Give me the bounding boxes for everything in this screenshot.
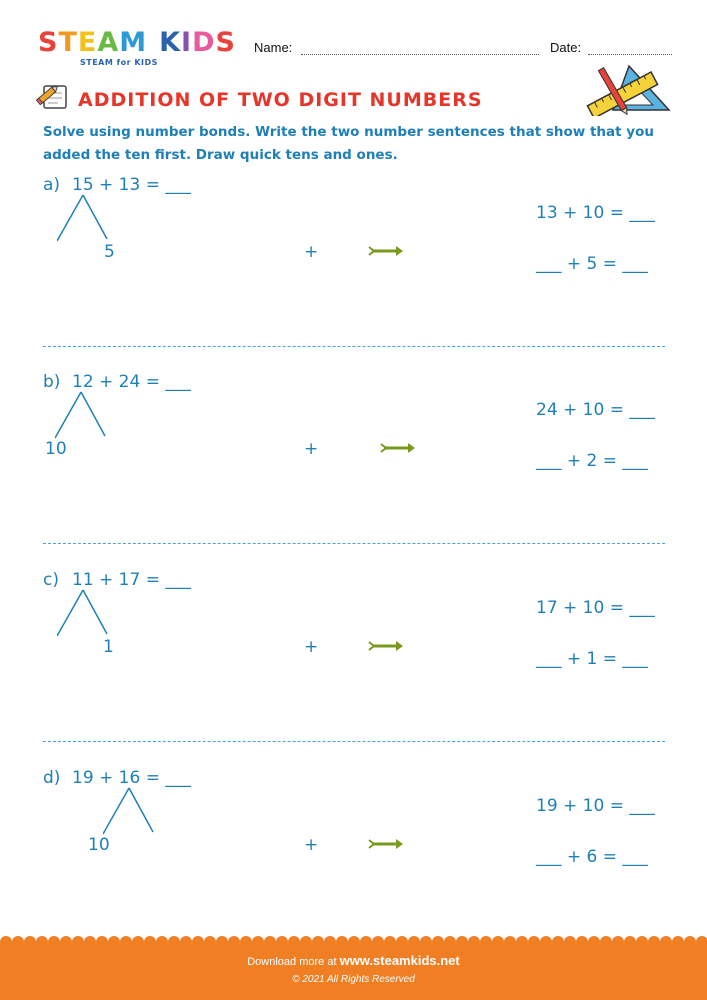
footer: [0, 942, 707, 1000]
bond-right-leg: [129, 788, 153, 832]
logo-letter: T: [58, 27, 78, 58]
number-sentence-1: 19 + 10 = ___: [536, 796, 655, 816]
footer-copyright: © 2021 All Rights Reserved: [292, 974, 415, 985]
problem-expression: 11 + 17 = ___: [72, 570, 191, 590]
footer-site-link[interactable]: www.steamkids.net: [339, 953, 460, 968]
plus-sign: +: [304, 242, 319, 262]
plus-sign: +: [304, 637, 319, 657]
plus-sign: +: [304, 439, 319, 459]
footer-download-prefix: Download more at: [247, 956, 337, 968]
number-bond-lines: [103, 786, 163, 842]
bond-right-leg: [83, 590, 107, 634]
plus-sign: +: [304, 835, 319, 855]
logo-letter: I: [181, 27, 193, 58]
arrow-right-icon: [368, 639, 404, 653]
logo-letter: D: [192, 27, 216, 58]
logo-letter: S: [38, 27, 59, 58]
bond-value: 10: [88, 835, 110, 855]
bond-left-leg: [103, 788, 129, 834]
footer-scallop-edge: [0, 936, 707, 948]
arrow-right-icon: [368, 244, 404, 258]
problem-label: b): [43, 372, 61, 392]
logo-letter: S: [215, 27, 236, 58]
logo-tagline: STEAM for KIDS: [80, 58, 158, 67]
number-sentence-2: ___ + 6 = ___: [536, 847, 648, 867]
number-bond-lines: [57, 588, 117, 644]
worksheet-pencil-icon: [36, 82, 70, 112]
bond-left-leg: [57, 590, 83, 636]
arrow-right-icon: [380, 441, 416, 455]
ruler-triangle-icon: [583, 60, 675, 116]
name-field[interactable]: [301, 54, 539, 55]
name-label: Name:: [254, 40, 293, 55]
instructions: Solve using number bonds. Write the two number sentences that show that you added the ten first. Draw quick tens and ones.: [43, 124, 654, 163]
problem-expression: 12 + 24 = ___: [72, 372, 191, 392]
number-sentence-1: 13 + 10 = ___: [536, 203, 655, 223]
bond-left-leg: [55, 392, 81, 438]
number-sentence-2: ___ + 5 = ___: [536, 254, 648, 274]
section-divider: [43, 346, 665, 347]
problem-label: c): [43, 570, 59, 590]
bond-left-leg: [57, 195, 83, 241]
steam-kids-logo: [38, 28, 236, 58]
date-label: Date:: [550, 40, 582, 55]
logo-letter: A: [97, 27, 120, 58]
number-sentence-1: 17 + 10 = ___: [536, 598, 655, 618]
number-bond-lines: [55, 390, 115, 446]
logo-letter: M: [119, 27, 148, 58]
bond-right-leg: [81, 392, 105, 436]
worksheet-title: ADDITION OF TWO DIGIT NUMBERS: [78, 89, 483, 111]
bond-value: 10: [45, 439, 67, 459]
section-divider: [43, 741, 665, 742]
logo-letter: E: [77, 27, 98, 58]
bond-right-leg: [83, 195, 107, 239]
logo-letter: K: [159, 27, 182, 58]
problem-expression: 15 + 13 = ___: [72, 175, 191, 195]
problem-label: a): [43, 175, 61, 195]
number-bond-lines: [57, 193, 117, 249]
bond-value: 5: [104, 242, 115, 262]
number-sentence-2: ___ + 2 = ___: [536, 451, 648, 471]
number-sentence-1: 24 + 10 = ___: [536, 400, 655, 420]
footer-download: [0, 953, 707, 968]
bond-value: 1: [103, 637, 114, 657]
problem-expression: 19 + 16 = ___: [72, 768, 191, 788]
arrow-right-icon: [368, 837, 404, 851]
section-divider: [43, 543, 665, 544]
date-field[interactable]: [588, 54, 672, 55]
number-sentence-2: ___ + 1 = ___: [536, 649, 648, 669]
problem-label: d): [43, 768, 61, 788]
